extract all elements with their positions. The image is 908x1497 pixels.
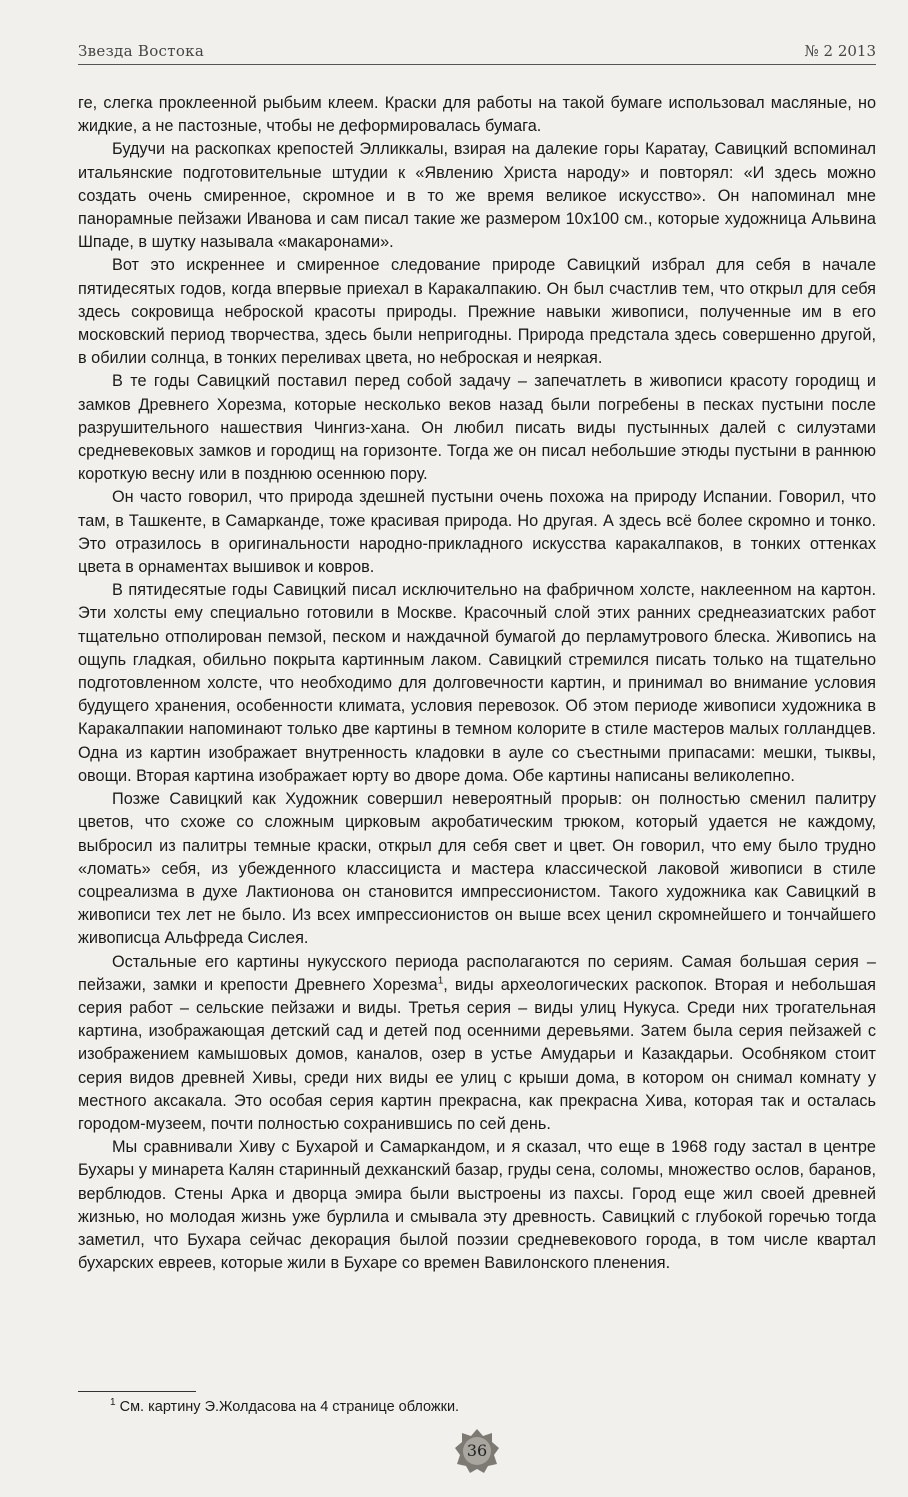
paragraph-7: Позже Савицкий как Художник совершил невероятный прорыв: он полностью сменил палитру цветов, что схоже со сложным цирковым акробатическим трюком, который удается не каждому, выбросил из палитры темные краски, открыл для себя свет и цвет. Он говорил, что ему было трудно «ломать» себя, из убежденного классициста и мастера классической лаковой живописи в стиле соцреализма в духе Лактионова он становится импрессионистом. Такого художника как Савицкий в живописи тех лет не было. Из всех импрессионистов он выше всех ценил скромнейшего и тончайшего живописца Альфреда Сислея.: [78, 790, 876, 948]
journal-title: Звезда Востока: [78, 42, 205, 60]
page-number: 36: [466, 1441, 488, 1460]
footnote-ref: 1: [437, 975, 444, 987]
paragraph-5: Он часто говорил, что природа здешней пустыни очень похожа на природу Испании. Говорил, что там, в Ташкенте, в Самарканде, тоже красивая природа. Но другая. А здесь всё более скромно и тонко. Это отразилось в оригинальности народно-прикладного искусства каракалпаков, в тонких оттенках цвета в орнаментах вышивок и ковров.: [78, 488, 876, 577]
article-body: [78, 92, 876, 1275]
footnote: [110, 1399, 459, 1415]
running-header: [78, 38, 876, 65]
paragraph-8-text-b: , виды археологических раскопок. Вторая и небольшая серия работ – сельские пейзажи и виды. Третья серия – виды улиц Нукуса. Среди них трогательная картина, изображающая детский сад и детей под осенними деревьями. Затем была серия пейзажей с изображением камышовых домов, каналов, озер в устье Амударьи и Казакдарьи. Особняком стоит серия видов древней Хивы, среди них виды ее улиц с крыши дома, в котором он снимал комнату у местного аксакала. Это особая серия картин прекрасна, как прекрасна Хива, которая так и осталась городом-музеем, почти полностью сохранившись по сей день.: [78, 975, 876, 1133]
paragraph-8: [78, 951, 876, 1137]
footnote-mark: 1: [110, 1397, 116, 1409]
page-number-badge: [454, 1428, 500, 1474]
paragraph-2: Будучи на раскопках крепостей Элликкалы, взирая на далекие горы Каратау, Савицкий вспоминал итальянские подготовительные штудии к «Явлению Христа народу» и повторял: «И здесь можно создать очень смиренное, скромное и в то же время великое искусство». Он напоминал мне панорамные пейзажи Иванова и сам писал такие же размером 10х100 см., которые художница Альвина Шпаде, в шутку называла «макаронами».: [78, 140, 876, 252]
paragraph-1: ге, слегка проклеенной рыбьим клеем. Краски для работы на такой бумаге использовал масляные, но жидкие, а не пастозные, чтобы не деформировалась бумага.: [78, 94, 876, 136]
paragraph-8-text-a: Остальные его картины нукусского периода располагаются по сериям. Самая большая серия – пейзажи, замки и крепости Древнего Хорезма: [78, 952, 876, 994]
paragraph-6: В пятидесятые годы Савицкий писал исключительно на фабричном холсте, наклеенном на картон. Эти холсты ему специально готовили в Москве. Красочный слой этих ранних среднеазиатских работ тщательно отполирован пемзой, песком и наждачной бумагой до перламутрового блеска. Живопись на ощупь гладкая, обильно покрыта картинным лаком. Савицкий стремился писать только на тщательно подготовленном холсте, что необходимо для долговечности картин, и принимал во внимание условия будущего хранения, особенности климата, условия перевозок. Об этом периоде живописи художника в Каракалпакии напоминают только две картины в темном колорите в стиле мастеров малых голландцев. Одна из картин изображает внутренность кладовки в ауле со съестными припасами: мешки, тыквы, овощи. Вторая картина изображает юрту во дворе дома. Обе картины написаны великолепно.: [78, 581, 876, 785]
paragraph-9: Мы сравнивали Хиву с Бухарой и Самаркандом, и я сказал, что еще в 1968 году застал в центре Бухары у минарета Калян старинный дехканский базар, груды сена, соломы, множество ослов, баранов, верблюдов. Стены Арка и дворца эмира были выстроены из пахсы. Город еще жил своей древней жизнью, но молодая жизнь уже бурлила и смывала эту древность. Савицкий с глубокой горечью тогда заметил, что Бухара сейчас декорация былой поэзии средневекового города, в том числе квартал бухарских евреев, которые жили в Бухаре со времен Вавилонского пленения.: [78, 1138, 876, 1273]
issue-number: № 2 2013: [804, 42, 876, 60]
paragraph-3: Вот это искреннее и смиренное следование природе Савицкий избрал для себя в начале пятидесятых годов, когда впервые приехал в Каракалпакию. Он был счастлив тем, что открыл для себя здесь сокровища неброской красоты природы. Прежние навыки живописи, полученные им в его московский период творчества, здесь были непригодны. Природа предстала здесь совершенно другой, в обилии солнца, в тонких переливах цвета, но неброская и неяркая.: [78, 256, 876, 368]
paragraph-4: В те годы Савицкий поставил перед собой задачу – запечатлеть в живописи красоту городищ и замков Древнего Хорезма, которые несколько веков назад были погребены в песках пустыни после разрушительного нашествия Чингиз-хана. Он любил писать виды пустынных далей с силуэтами средневековых замков и городищ на горизонте. Тогда же он писал небольшие этюды пустыни в раннюю короткую весну или в позднюю осеннюю пору.: [78, 372, 876, 484]
footnote-divider: [78, 1391, 196, 1392]
footnote-text: См. картину Э.Жолдасова на 4 странице обложки.: [115, 1399, 460, 1415]
